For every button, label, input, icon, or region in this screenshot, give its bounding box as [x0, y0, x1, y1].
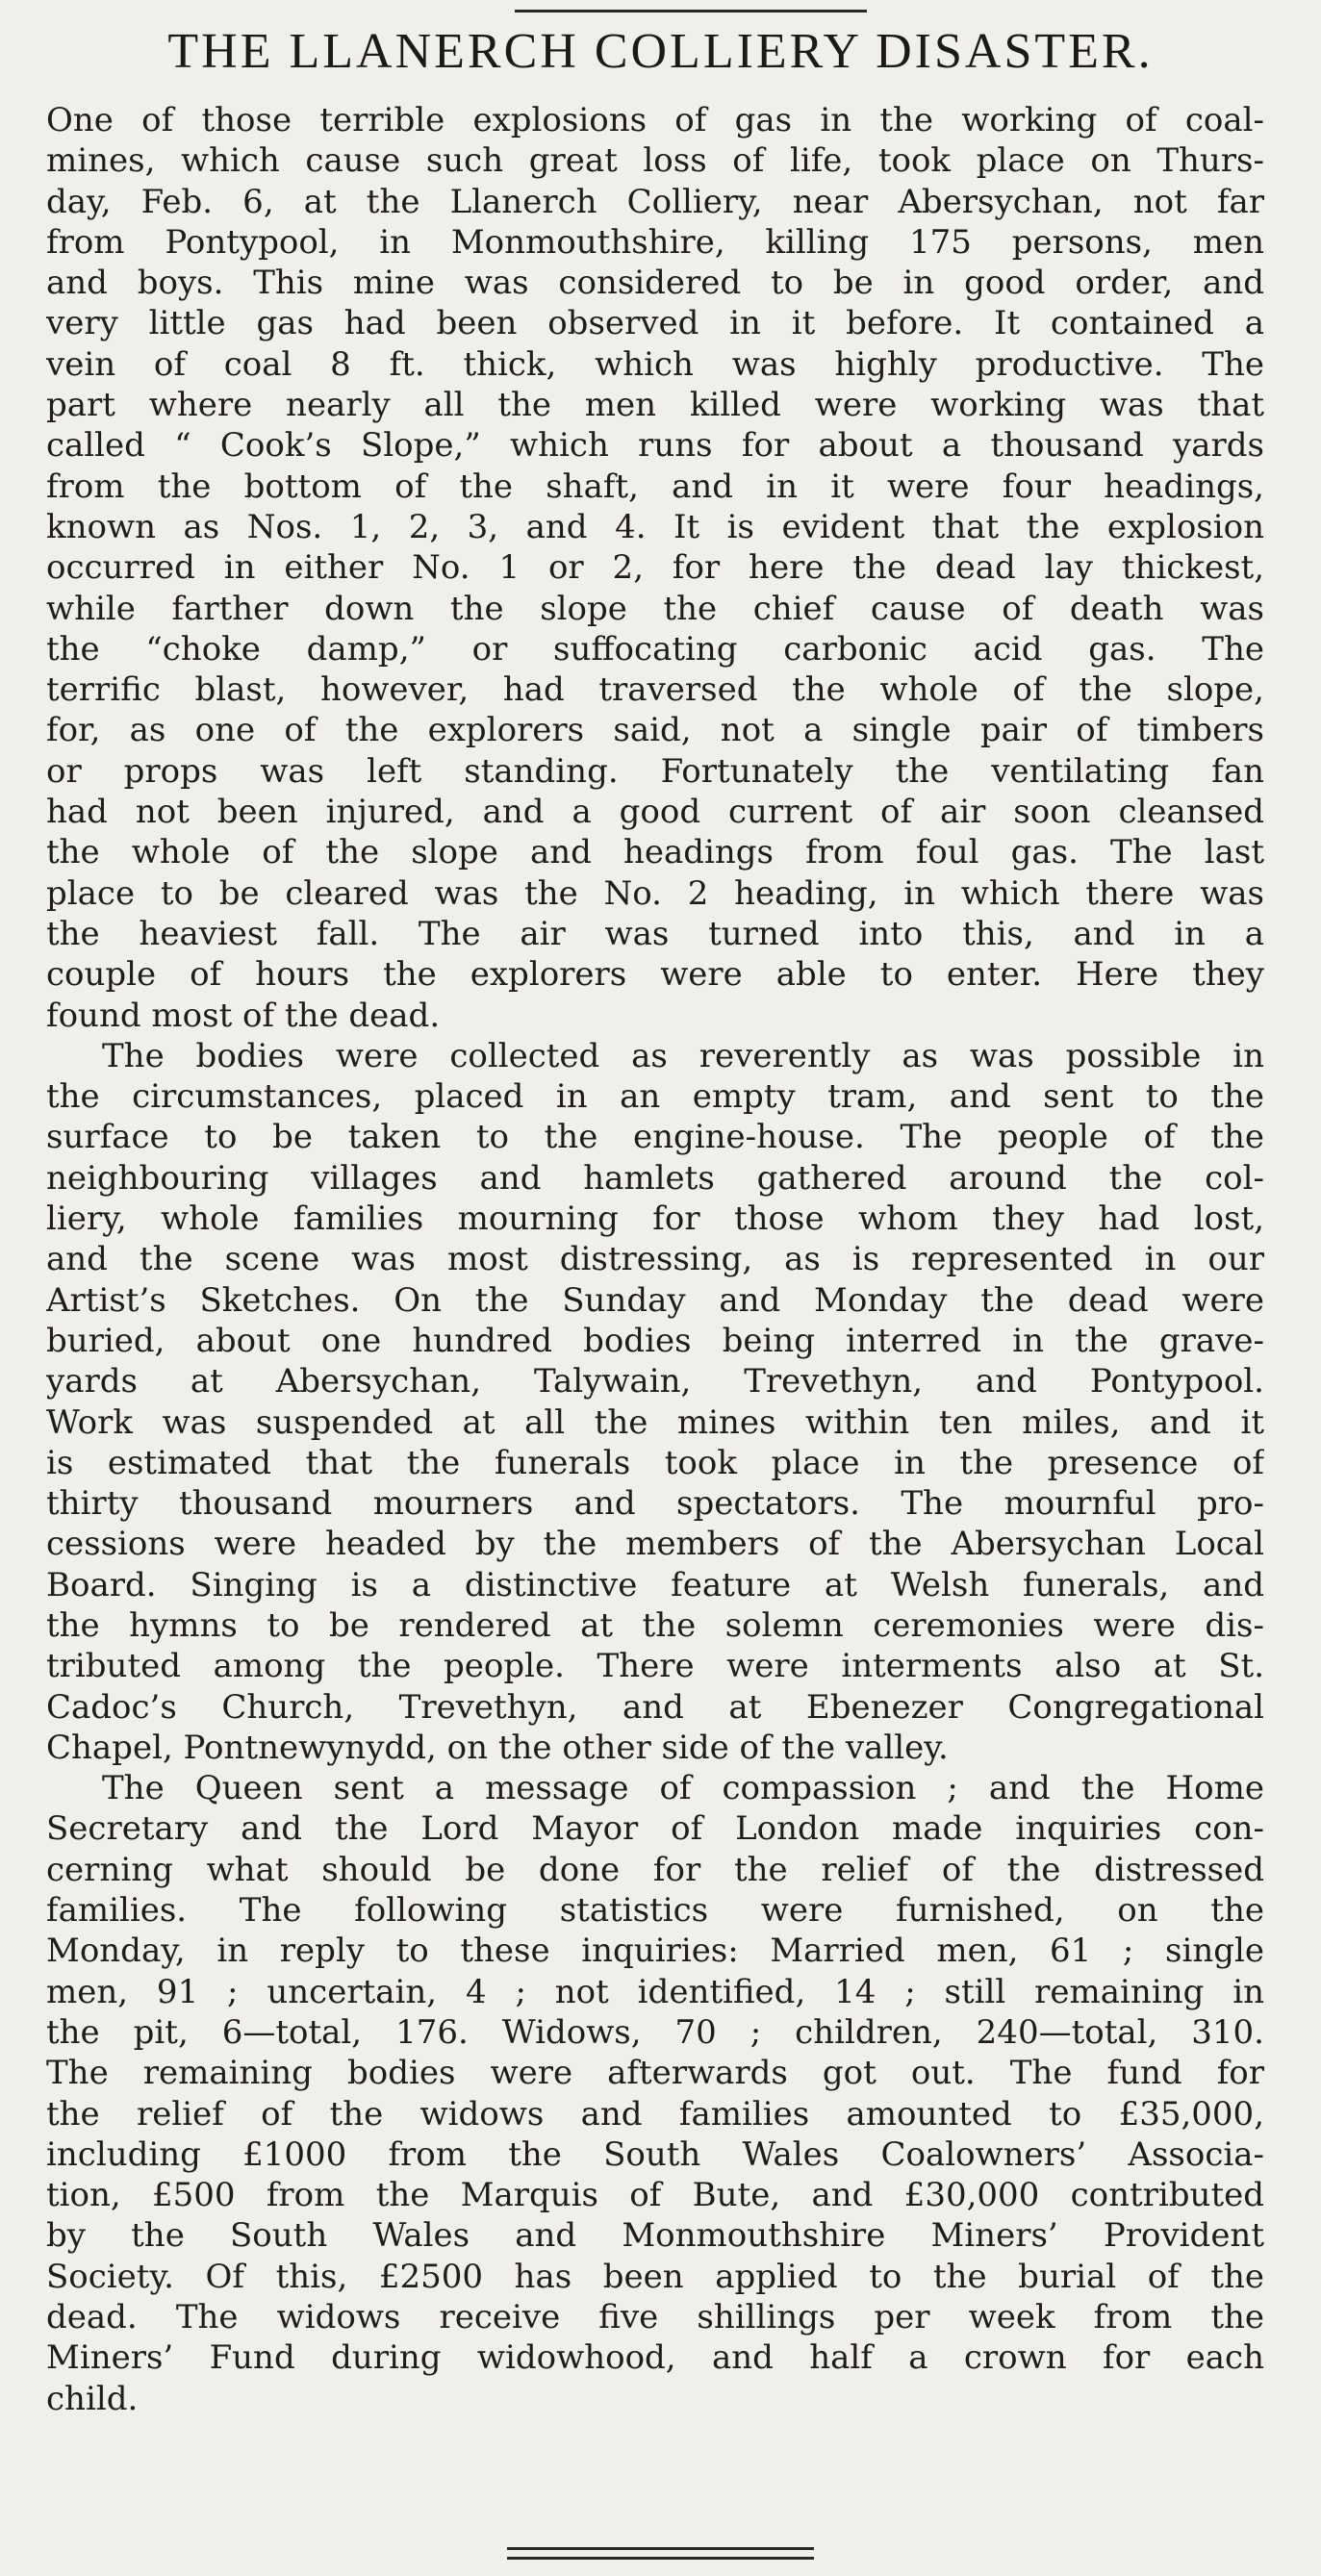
- article-line: the heaviest fall. The air was turned into this, and in a: [46, 914, 1264, 953]
- article-line: the “choke damp,” or suffocating carbonic acid gas. The: [46, 629, 1264, 669]
- article-line: part where nearly all the men killed were working was that: [46, 386, 1264, 425]
- article-line: Secretary and the Lord Mayor of London made inquiries con-: [46, 1809, 1264, 1849]
- article-line: Chapel, Pontnewynydd, on the other side of the valley.: [46, 1728, 949, 1767]
- article-line: neighbouring villages and hamlets gathered around the col-: [46, 1158, 1264, 1198]
- article-line: or props was left standing. Fortunately the ventilating fan: [46, 751, 1264, 791]
- article-line: the relief of the widows and families amounted to £35,000,: [46, 2094, 1264, 2134]
- article-line: and boys. This mine was considered to be in good order, and: [46, 264, 1264, 303]
- article-line: and the scene was most distressing, as is represented in our: [46, 1240, 1264, 1279]
- article-headline: THE LLANERCH COLLIERY DISASTER.: [167, 24, 1154, 79]
- article-line: known as Nos. 1, 2, 3, and 4. It is evident that the explosion: [46, 507, 1264, 546]
- article-line: vein of coal 8 ft. thick, which was highly productive. The: [46, 344, 1264, 384]
- article-line: child.: [46, 2379, 139, 2418]
- article-line: including £1000 from the South Wales Coalowners’ Associa-: [46, 2134, 1264, 2174]
- article-line: cessions were headed by the members of the Abersychan Local: [46, 1525, 1264, 1564]
- article-line: Work was suspended at all the mines within ten miles, and it: [46, 1402, 1264, 1442]
- article-line: from the bottom of the shaft, and in it were four headings,: [46, 467, 1264, 506]
- bottom-rule: [507, 2547, 814, 2550]
- article-line: men, 91 ; uncertain, 4 ; not identified, 14 ; still remaining in: [46, 1972, 1264, 2011]
- article-line: for, as one of the explorers said, not a single pair of timbers: [46, 711, 1264, 750]
- article-line: terrific blast, however, had traversed the whole of the slope,: [46, 670, 1264, 710]
- article-line: The Queen sent a message of compassion ; and the Home: [102, 1769, 1264, 1808]
- article-line: tion, £500 from the Marquis of Bute, and £30,000 contributed: [46, 2176, 1264, 2215]
- article-line: families. The following statistics were furnished, on the: [46, 1891, 1264, 1931]
- article-line: the circumstances, placed in an empty tram, and sent to the: [46, 1077, 1264, 1117]
- article-line: Cadoc’s Church, Trevethyn, and at Ebenezer Congregational: [46, 1687, 1264, 1727]
- article-line: found most of the dead.: [46, 996, 441, 1035]
- article-line: day, Feb. 6, at the Llanerch Colliery, near Abersychan, not far: [46, 182, 1264, 221]
- article-line: Board. Singing is a distinctive feature at Welsh funerals, and: [46, 1565, 1264, 1604]
- article-line: liery, whole families mourning for those whom they had lost,: [46, 1200, 1264, 1239]
- article-line: couple of hours the explorers were able to enter. Here they: [46, 955, 1264, 995]
- article-line: the whole of the slope and headings from foul gas. The last: [46, 833, 1264, 872]
- bottom-rule: [507, 2557, 814, 2560]
- article-line: very little gas had been observed in it before. It contained a: [46, 304, 1264, 343]
- article-line: surface to be taken to the engine-house. The people of the: [46, 1118, 1264, 1157]
- article-line: tributed among the people. There were interments also at St.: [46, 1647, 1264, 1686]
- article-line: The remaining bodies were afterwards got out. The fund for: [46, 2054, 1264, 2093]
- article-line: called “ Cook’s Slope,” which runs for about a thousand yards: [46, 426, 1264, 466]
- article-line: mines, which cause such great loss of life, took place on Thurs-: [46, 141, 1264, 181]
- article-line: occurred in either No. 1 or 2, for here the dead lay thickest,: [46, 548, 1264, 588]
- article-line: from Pontypool, in Monmouthshire, killing 175 persons, men: [46, 222, 1264, 262]
- article-body: [46, 100, 1264, 2419]
- article-line: Monday, in reply to these inquiries: Married men, 61 ; single: [46, 1932, 1264, 1971]
- article-line: dead. The widows receive five shillings per week from the: [46, 2298, 1264, 2337]
- article-line: Miners’ Fund during widowhood, and half a crown for each: [46, 2338, 1264, 2378]
- article-line: The bodies were collected as reverently as was possible in: [102, 1036, 1264, 1075]
- article-line: the pit, 6—total, 176. Widows, 70 ; children, 240—total, 310.: [46, 2012, 1264, 2052]
- article-line: yards at Abersychan, Talywain, Trevethyn, and Pontypool.: [46, 1362, 1264, 1402]
- article-line: the hymns to be rendered at the solemn ceremonies were dis-: [46, 1605, 1264, 1645]
- article-line: Society. Of this, £2500 has been applied to the burial of the: [46, 2257, 1264, 2296]
- article-line: by the South Wales and Monmouthshire Miners’ Provident: [46, 2216, 1264, 2256]
- article-line: is estimated that the funerals took place in the presence of: [46, 1443, 1264, 1482]
- article-line: Artist’s Sketches. On the Sunday and Monday the dead were: [46, 1280, 1264, 1320]
- article-line: while farther down the slope the chief cause of death was: [46, 589, 1264, 628]
- article-line: thirty thousand mourners and spectators. The mournful pro-: [46, 1484, 1264, 1524]
- article-line: had not been injured, and a good current of air soon cleansed: [46, 793, 1264, 832]
- top-rule: [515, 10, 867, 13]
- article-line: place to be cleared was the No. 2 heading, in which there was: [46, 873, 1264, 913]
- article-line: cerning what should be done for the relief of the distressed: [46, 1850, 1264, 1889]
- article-line: buried, about one hundred bodies being interred in the grave-: [46, 1321, 1264, 1360]
- article-line: One of those terrible explosions of gas in the working of coal-: [46, 101, 1264, 139]
